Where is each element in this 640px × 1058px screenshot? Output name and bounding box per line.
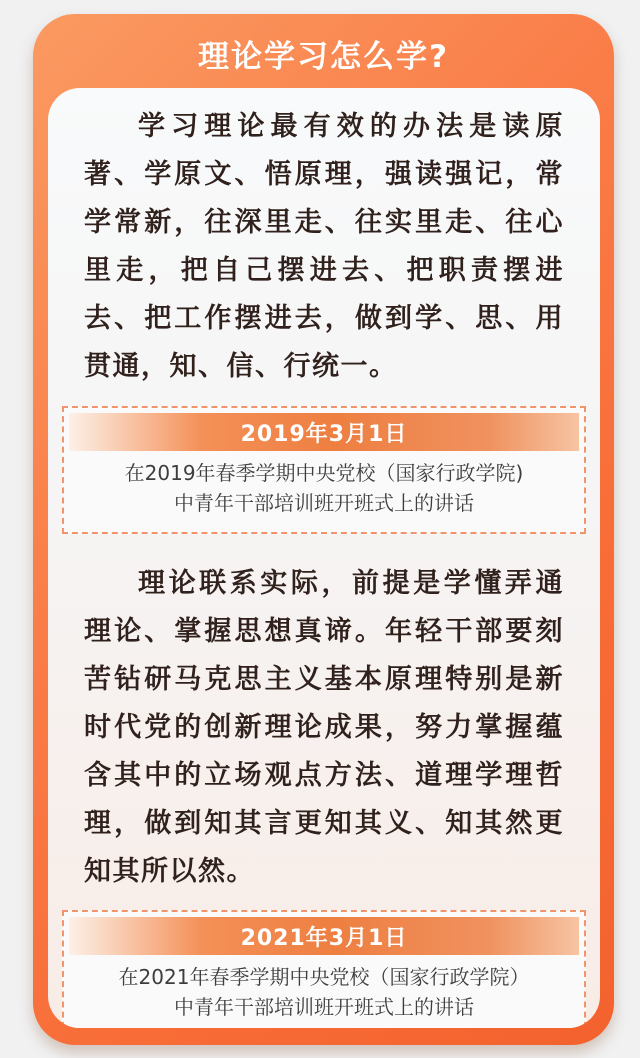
- citation-badge-2021: [62, 910, 586, 1028]
- citation-badge-2019: [62, 406, 586, 534]
- citation-source-line1: 在2019年春季学期中央党校（国家行政学院): [124, 461, 524, 485]
- citation-date-2021: 2021年3月1日: [69, 917, 579, 955]
- citation-date-2019: 2019年3月1日: [69, 413, 579, 451]
- citation-source-2021: [69, 955, 579, 1028]
- citation-source-2019: [69, 451, 579, 527]
- quote-paragraph-2021: 理论联系实际，前提是学懂弄通理论、掌握思想真谛。年轻干部要刻苦钻研马克思主义基本原理特别是新时代党的创新理论成果，努力掌握蕴含其中的立场观点方法、道理学理哲理，做到知其言更知其义、知其然更知其所以然。: [84, 568, 564, 887]
- citation-source-line2: 中青年干部培训班开班式上的讲话: [174, 491, 474, 515]
- content-card: [48, 88, 600, 1028]
- quote-paragraph-2019: 学习理论最有效的办法是读原著、学原文、悟原理，强读强记，常学常新，往深里走、往实里走、往心里走，把自己摆进去、把职责摆进去、把工作摆进去，做到学、思、用贯通，知、信、行统一。: [84, 111, 564, 382]
- citation-source-line1: 在2021年春季学期中央党校（国家行政学院）: [118, 965, 530, 989]
- citation-source-line2: 中青年干部培训班开班式上的讲话: [174, 995, 474, 1019]
- page-title: 理论学习怎么学?: [198, 38, 449, 75]
- orange-frame: [33, 14, 614, 1045]
